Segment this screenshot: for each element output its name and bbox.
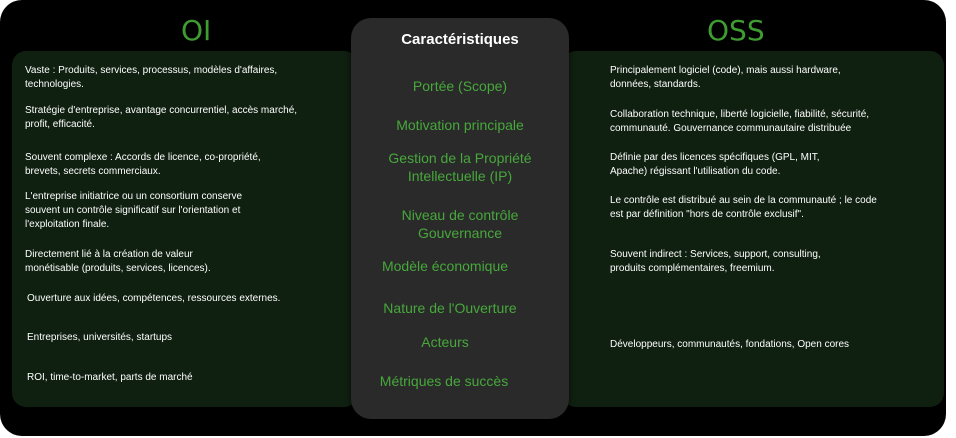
criterion-metrics: Métriques de succès	[379, 373, 509, 389]
oi-cell-motivation: Stratégie d'entreprise, avantage concurrentiel, accès marché, profit, efficacité.	[25, 105, 298, 130]
oi-cell-actors: Entreprises, universités, startups	[27, 332, 173, 343]
oss-cell-motivation: Collaboration technique, liberté logicielle, fiabilité, sécurité, communauté. Gouvernance communautaire distribuée	[610, 109, 870, 134]
criteria-title: Caractéristiques	[401, 31, 519, 48]
criterion-openness: Nature de l'Ouverture	[383, 300, 517, 316]
oss-cell-control: Le contrôle est distribué au sein de la communauté ; le code est par définition "hors de contrôle exclusif".	[610, 195, 877, 220]
oi-cell-scope: Vaste : Produits, services, processus, modèles d'affaires, technologies.	[25, 65, 278, 90]
criterion-economic-model: Modèle économique	[381, 258, 509, 274]
criterion-control: Niveau de contrôle Gouvernance	[401, 207, 519, 241]
oss-cell-scope: Principalement logiciel (code), mais aussi hardware, données, standards.	[610, 65, 841, 90]
oi-cell-metrics: ROI, time-to-market, parts de marché	[27, 372, 193, 383]
oi-heading: OI	[181, 14, 212, 47]
criterion-ip: Gestion de la Propriété Intellectuelle (IP)	[388, 150, 532, 184]
oss-heading: OSS	[707, 14, 765, 47]
oi-cell-openness: Ouverture aux idées, compétences, ressources externes.	[27, 293, 281, 304]
oss-panel	[562, 51, 944, 407]
criterion-scope: Portée (Scope)	[412, 78, 508, 94]
oi-cell-control: L'entreprise initiatrice ou un consortium conserve souvent un contrôle significatif sur l'orientation et l'exploitation finale.	[25, 191, 243, 230]
criterion-actors: Acteurs	[421, 334, 469, 350]
oss-cell-economic-model: Souvent indirect : Services, support, consulting, produits complémentaires, freemium.	[610, 249, 821, 274]
oi-cell-economic-model: Directement lié à la création de valeur monétisable (produits, services, licences).	[25, 249, 211, 274]
oi-cell-ip: Souvent complexe : Accords de licence, co-propriété, brevets, secrets commerciaux.	[25, 152, 261, 177]
oss-cell-ip: Définie par des licences spécifiques (GPL, MIT, Apache) régissant l'utilisation du code.	[610, 152, 820, 177]
oss-cell-actors: Développeurs, communautés, fondations, Open cores	[610, 339, 850, 350]
criterion-motivation: Motivation principale	[396, 117, 524, 133]
